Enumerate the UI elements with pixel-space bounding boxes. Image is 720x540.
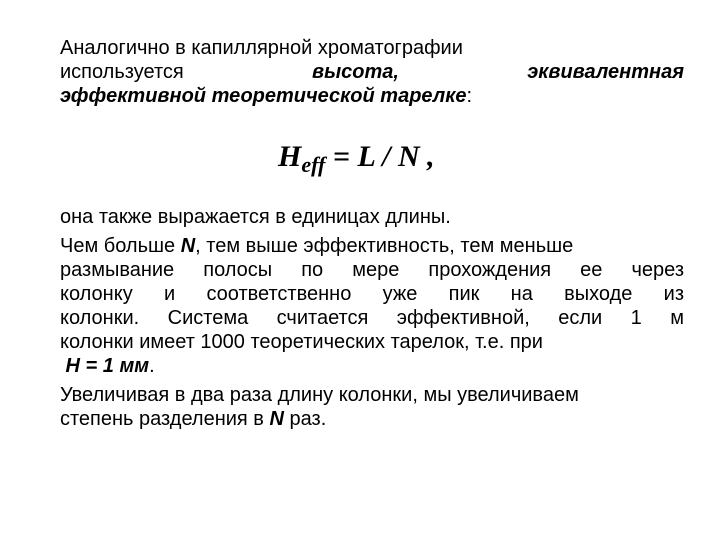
para2-text-a: Чем больше xyxy=(60,235,181,257)
paragraph-efficiency xyxy=(60,234,684,378)
formula-heff xyxy=(278,139,435,177)
intro-paragraph xyxy=(60,36,684,108)
intro-line-2 xyxy=(60,60,684,84)
formula-subscript-eff: eff xyxy=(301,152,326,177)
para2-period: . xyxy=(149,355,155,377)
para2-symbol-n: N xyxy=(180,235,196,257)
para3-line-1: Увеличивая в два раза длину колонки, мы увеличиваем xyxy=(60,384,579,406)
paragraph-length-units xyxy=(60,205,684,229)
intro-word-height: высота, xyxy=(311,61,399,83)
para2-line-6 xyxy=(60,354,684,378)
para2-h-equals-1mm: Н = 1 мм xyxy=(60,355,150,377)
para2-line-5: колонки имеет 1000 теоретических тарелок, т.е. при xyxy=(60,331,543,353)
intro-colon: : xyxy=(466,85,473,107)
intro-line-3 xyxy=(60,84,684,108)
intro-term-plate: эффективной теоретической тарелке xyxy=(60,85,467,107)
para1-line-1: она также выражается в единицах длины. xyxy=(60,206,451,228)
formula-rest: = L / N , xyxy=(325,140,435,173)
paragraph-column-length xyxy=(60,383,684,431)
para3-line-2 xyxy=(60,407,684,431)
intro-word-equivalent: эквивалентная xyxy=(527,61,684,83)
intro-line-1: Аналогично в капиллярной хроматографии xyxy=(60,37,463,59)
formula-h: H xyxy=(278,140,302,173)
para2-text-c: , тем выше эффективность, тем меньше xyxy=(195,235,574,257)
para2-line-4: колонки. Система считается эффективной, если 1 м xyxy=(60,307,684,329)
para3-text-a: степень разделения в xyxy=(60,408,270,430)
para3-text-c: раз. xyxy=(283,408,327,430)
para3-symbol-n: N xyxy=(269,408,284,430)
para2-line-3: колонку и соответственно уже пик на выходе из xyxy=(60,283,684,305)
para2-line-1 xyxy=(60,234,684,258)
intro-word-used: используется xyxy=(60,61,184,83)
para2-line-2: размывание полосы по мере прохождения ее через xyxy=(60,259,684,281)
